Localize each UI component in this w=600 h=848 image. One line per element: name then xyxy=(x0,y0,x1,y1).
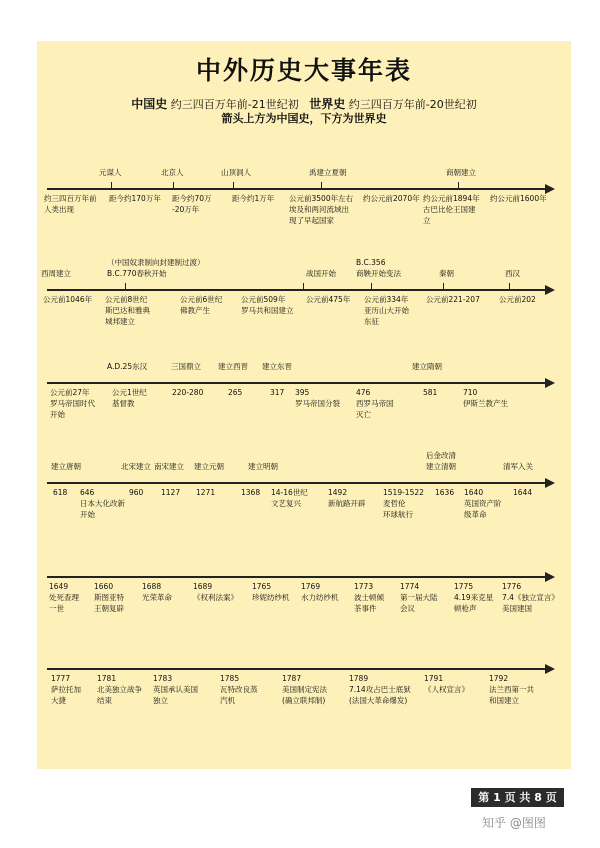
world-event-label: 710 伊斯兰教产生 xyxy=(463,388,508,408)
world-event-label: 1776 7.4《独立宣言》 美国建国 xyxy=(502,582,559,613)
china-event-label: 商朝建立 xyxy=(446,168,476,177)
world-event-label: 1765 珍妮纺纱机 xyxy=(252,582,290,602)
world-event-label: 317 xyxy=(270,388,285,397)
world-event-label: 约公元前1894年 古巴比伦王国建 立 xyxy=(423,194,480,225)
timeline-axis xyxy=(47,668,547,670)
world-event-label: 476 西罗马帝国 灭亡 xyxy=(356,388,394,419)
china-event-label: 建立唐朝 xyxy=(51,462,81,471)
world-event-label: 1660 斯图亚特 王朝复辟 xyxy=(94,582,124,613)
world-event-label: 1649 处死查理 一世 xyxy=(49,582,79,613)
timeline-axis xyxy=(47,482,547,484)
world-event-label: 1519-1522 麦哲伦 环球航行 xyxy=(383,488,424,519)
world-event-label: 14-16世纪 文艺复兴 xyxy=(271,488,308,508)
timeline-arrow-icon xyxy=(545,285,555,295)
world-event-label: 581 xyxy=(423,388,438,397)
timeline-axis xyxy=(47,576,547,578)
world-event-label: 约公元前2070年 xyxy=(363,194,420,203)
world-event-label: 1792 法兰西第一共 和国建立 xyxy=(489,674,534,705)
world-event-label: 距今约70万 -20万年 xyxy=(172,194,212,214)
timeline-tick xyxy=(509,283,510,289)
world-event-label: 1785 瓦特改良蒸 汽机 xyxy=(220,674,258,705)
world-event-label: 1769 水力纺纱机 xyxy=(301,582,339,602)
world-event-label: 1789 7.14攻占巴士底狱 (法国大革命爆发) xyxy=(349,674,411,705)
china-event-label: 战国开始 xyxy=(306,269,336,278)
world-event-label: 1368 xyxy=(241,488,261,497)
page-indicator: 第 1 页 共 8 页 xyxy=(471,788,564,807)
world-event-label: 公元前27年 罗马帝国时代 开始 xyxy=(50,388,95,419)
timeline-axis xyxy=(47,289,547,291)
timeline-tick xyxy=(233,182,234,188)
timeline-arrow-icon xyxy=(545,378,555,388)
subtitle-note: 箭头上方为中国史，下方为世界史 xyxy=(221,112,387,125)
watermark: 知乎 @图图 xyxy=(482,816,546,830)
china-event-label: 建立东晋 xyxy=(262,362,292,371)
china-event-label: 建立西晋 xyxy=(218,362,248,371)
world-history-range: 约三四百万年前-20世纪初 xyxy=(348,98,477,111)
world-event-label: 618 xyxy=(53,488,68,497)
china-event-label: 禹建立夏朝 xyxy=(309,168,347,177)
world-event-label: 公元前221-207 xyxy=(426,295,480,304)
world-event-label: 1783 英国承认美国 独立 xyxy=(153,674,198,705)
world-event-label: 距今约1万年 xyxy=(232,194,275,203)
timeline-tick xyxy=(111,182,112,188)
world-event-label: 1689 《权利法案》 xyxy=(193,582,238,602)
world-event-label: 约三四百万年前 人类出现 xyxy=(44,194,97,214)
world-event-label: 1775 4.19来克星 顿枪声 xyxy=(454,582,494,613)
world-history-label: 世界史 xyxy=(309,97,346,111)
world-event-label: 1492 新航路开辟 xyxy=(328,488,366,508)
timeline-arrow-icon xyxy=(545,478,555,488)
timeline-arrow-icon xyxy=(545,664,555,674)
world-event-label: 1787 美国制定宪法 (确立联邦制) xyxy=(282,674,327,705)
china-event-label: 西周建立 xyxy=(41,269,71,278)
timeline-tick xyxy=(371,283,372,289)
timeline-axis xyxy=(47,188,547,190)
world-event-label: 1774 第一届大陆 会议 xyxy=(400,582,438,613)
china-event-label: 清军入关 xyxy=(503,462,533,471)
world-event-label: 公元前6世纪 佛教产生 xyxy=(180,295,223,315)
world-event-label: 1127 xyxy=(161,488,181,497)
world-event-label: 1777 萨拉托加 大捷 xyxy=(51,674,81,705)
china-event-label: 三国鼎立 xyxy=(171,362,201,371)
china-history-range: 约三四百万年前-21世纪初 xyxy=(170,98,299,111)
world-event-label: 1791 《人权宣言》 xyxy=(424,674,469,694)
china-event-label: A.D.25东汉 xyxy=(107,362,148,371)
world-event-label: 约公元前1600年 xyxy=(490,194,547,203)
world-event-label: 距今约170万年 xyxy=(109,194,161,203)
timeline-tick xyxy=(458,182,459,188)
china-event-label: 秦朝 xyxy=(439,269,454,278)
world-event-label: 1636 xyxy=(435,488,455,497)
timeline-tick xyxy=(321,182,322,188)
world-event-label: 646 日本大化改新 开始 xyxy=(80,488,125,519)
world-event-label: 960 xyxy=(129,488,144,497)
china-event-label: B.C.356 商鞅开始变法 xyxy=(356,258,401,278)
china-event-label: 后金改清 建立清朝 xyxy=(426,451,456,471)
world-event-label: 1688 光荣革命 xyxy=(142,582,172,602)
china-event-label: 元谋人 xyxy=(99,168,122,177)
world-event-label: 1781 北美独立战争 结束 xyxy=(97,674,142,705)
timeline-tick xyxy=(303,283,304,289)
china-event-label: 北京人 xyxy=(161,168,184,177)
timeline-sheet xyxy=(37,41,571,769)
world-event-label: 公元前334年 亚历山大开始 东征 xyxy=(364,295,409,326)
china-event-label: 山顶洞人 xyxy=(221,168,251,177)
china-history-label: 中国史 xyxy=(131,97,168,111)
page-title: 中外历史大事年表 xyxy=(195,56,412,85)
world-event-label: 220-280 xyxy=(172,388,204,397)
world-event-label: 1640 英国资产阶 级革命 xyxy=(464,488,502,519)
world-event-label: 395 罗马帝国分裂 xyxy=(295,388,340,408)
world-event-label: 265 xyxy=(228,388,243,397)
timeline-tick xyxy=(125,283,126,289)
world-event-label: 公元前475年 xyxy=(306,295,351,304)
world-event-label: 公元前1046年 xyxy=(43,295,93,304)
world-event-label: 公元前8世纪 斯巴达和雅典 城邦建立 xyxy=(105,295,150,326)
world-event-label: 1773 波士顿倾 茶事件 xyxy=(354,582,384,613)
world-event-label: 公元1世纪 基督教 xyxy=(112,388,147,408)
china-event-label: 建立元朝 xyxy=(194,462,224,471)
world-event-label: 公元前509年 罗马共和国建立 xyxy=(241,295,294,315)
timeline-axis xyxy=(47,382,547,384)
china-event-label: （中国奴隶制向封建制过渡） B.C.770春秋开始 xyxy=(107,258,205,278)
world-event-label: 公元前3500年左右 埃及和两河流域出 现了早起国家 xyxy=(289,194,354,225)
china-event-label: 建立明朝 xyxy=(248,462,278,471)
china-event-label: 南宋建立 xyxy=(154,462,184,471)
world-event-label: 1271 xyxy=(196,488,216,497)
timeline-tick xyxy=(173,182,174,188)
china-event-label: 北宋建立 xyxy=(121,462,151,471)
china-event-label: 建立隋朝 xyxy=(412,362,442,371)
world-event-label: 公元前202 xyxy=(499,295,536,304)
timeline-tick xyxy=(443,283,444,289)
china-event-label: 西汉 xyxy=(505,269,520,278)
world-event-label: 1644 xyxy=(513,488,533,497)
